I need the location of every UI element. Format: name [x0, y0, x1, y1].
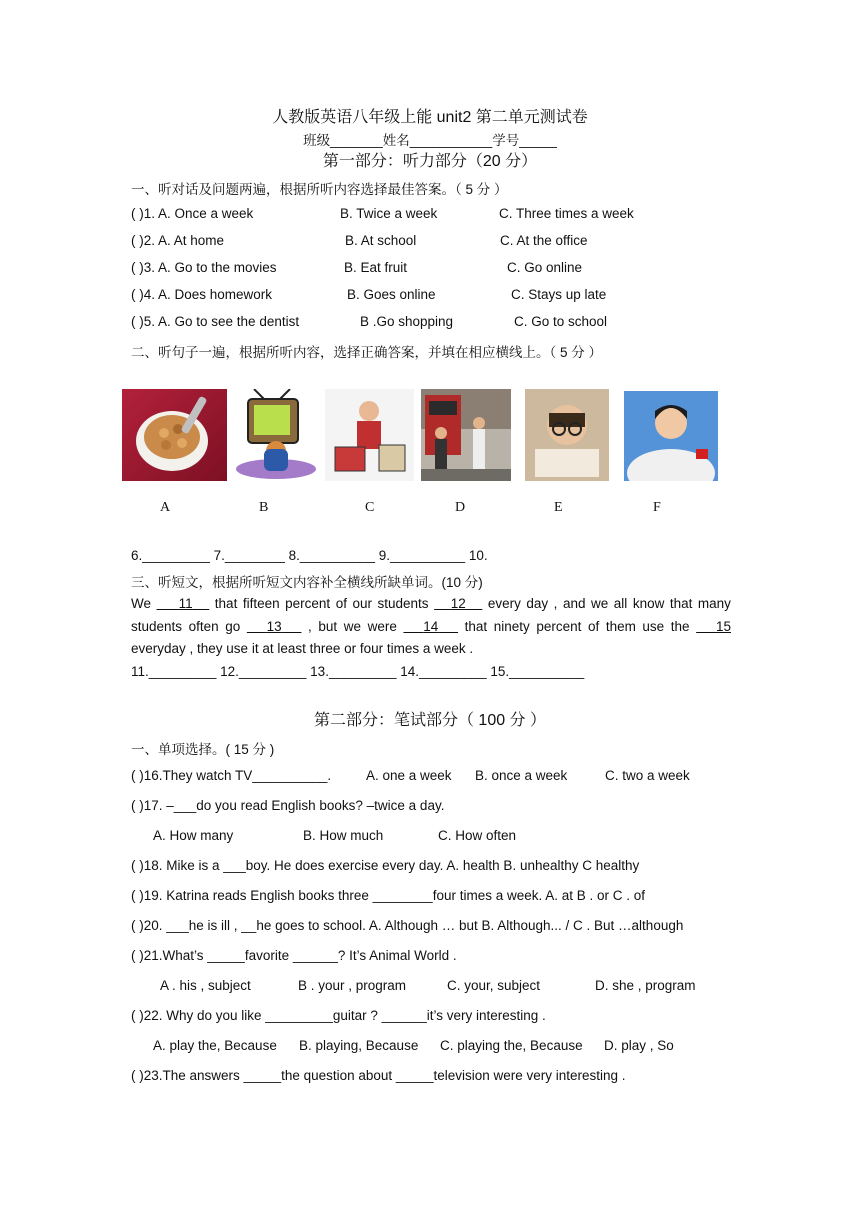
blank-12: 12: [450, 596, 466, 611]
q17-option-a: A. How many: [153, 828, 234, 843]
q1-stem: ( )1. A. Once a week: [131, 206, 254, 221]
q4-option-c: C. Stays up late: [511, 287, 607, 302]
q2-stem: ( )2. A. At home: [131, 233, 225, 248]
q17-option-c: C. How often: [438, 828, 517, 843]
q16-stem: ( )16.They watch TV__________.: [131, 768, 332, 783]
passage-text: We: [131, 596, 152, 611]
q17-option-b: B. How much: [303, 828, 384, 843]
picture-label-a: A: [160, 500, 171, 515]
q23-stem: ( )23.The answers _____the question about _____television were very interesting .: [131, 1068, 626, 1083]
q21-option-d: D. she , program: [595, 978, 696, 993]
picture-c-boy-boxes: [325, 389, 414, 481]
q22-option-a: A. play the, Because: [153, 1038, 277, 1053]
q19-stem: ( )19. Katrina reads English books three ________four times a week. A. at B . or C . of: [131, 888, 646, 903]
blank-13: 13: [266, 619, 282, 634]
blank-11: 11: [178, 596, 193, 611]
q5-stem: ( )5. A. Go to see the dentist: [131, 314, 300, 329]
part1-title: 第一部分：听力部分（20 分）: [322, 153, 538, 170]
q21-option-b: B . your , program: [298, 978, 407, 993]
picture-f-astronaut: [624, 391, 718, 481]
blank-14: 14: [423, 619, 439, 634]
q4-option-b: B. Goes online: [347, 287, 436, 302]
picture-d-street: [421, 389, 511, 481]
q17-stem: ( )17. –___do you read English books? –twice a day.: [131, 798, 445, 813]
q1-option-c: C. Three times a week: [499, 206, 634, 221]
q21-option-a: A . his , subject: [160, 978, 251, 993]
q5-option-c: C. Go to school: [514, 314, 608, 329]
q21-stem: ( )21.What’s _____favorite ______? It’s Animal World .: [131, 948, 457, 963]
q2-option-c: C. At the office: [500, 233, 588, 248]
q18-stem: ( )18. Mike is a ___boy. He does exercise every day. A. health B. unhealthy C healthy: [131, 858, 640, 873]
picture-label-e: E: [554, 500, 563, 515]
section2-instruction: 二、听句子一遍，根据所听内容，选择正确答案，并填在相应横线上。（ 5 分 ）: [131, 345, 603, 360]
q3-stem: ( )3. A. Go to the movies: [131, 260, 277, 275]
q20-stem: ( )20. ___he is ill , __he goes to school. A. Although … but B. Although... / C . But …although: [131, 918, 684, 933]
q16-option-a: A. one a week: [366, 768, 452, 783]
q3-option-c: C. Go online: [507, 260, 583, 275]
q22-option-b: B. playing, Because: [299, 1038, 419, 1053]
passage-text: every day , and we all know that many: [487, 596, 731, 611]
passage-line-2: [131, 619, 731, 634]
q21-option-c: C. your, subject: [447, 978, 541, 993]
picture-label-d: D: [455, 500, 466, 515]
picture-e-reading-boy: [525, 389, 609, 481]
section1-instruction: 一、听对话及问题两遍，根据所听内容选择最佳答案。（ 5 分 ）: [131, 182, 508, 197]
picture-b-tv: [234, 389, 318, 481]
q5-option-b: B .Go shopping: [360, 314, 454, 329]
student-info-line: 班级_______姓名___________学号_____: [303, 133, 557, 148]
q22-stem: ( )22. Why do you like _________guitar ? ______it’s very interesting .: [131, 1008, 546, 1023]
q22-option-d: D. play , So: [604, 1038, 674, 1053]
picture-label-f: F: [653, 500, 661, 515]
q22-option-c: C. playing the, Because: [440, 1038, 583, 1053]
written-section1-instruction: 一、单项选择。( 15 分 ): [131, 742, 275, 757]
passage-line-1: [131, 596, 731, 611]
part2-title: 第二部分：笔试部分（ 100 分 ）: [313, 712, 547, 729]
page-title: 人教版英语八年级上能 unit2 第二单元测试卷: [272, 109, 588, 126]
section3-instruction: 三、听短文，根据所听短文内容补全横线所缺单词。(10 分): [131, 575, 483, 590]
blank-15: 15: [715, 619, 731, 634]
passage-text: that fifteen percent of our students: [214, 596, 429, 611]
q2-option-b: B. At school: [345, 233, 417, 248]
q16-option-c: C. two a week: [605, 768, 690, 783]
passage-text: , but we were: [308, 619, 397, 634]
passage-text: students often go: [131, 619, 241, 634]
passage-text: that ninety percent of them use the: [464, 619, 690, 634]
picture-label-b: B: [259, 500, 269, 515]
blanks-11-15: 11._________ 12._________ 13._________ 14._________ 15.__________: [131, 664, 585, 679]
blanks-6-10: 6._________ 7.________ 8.__________ 9.__________ 10.: [131, 548, 488, 563]
q4-stem: ( )4. A. Does homework: [131, 287, 273, 302]
picture-label-c: C: [365, 500, 375, 515]
passage-line-3: everyday , they use it at least three or four times a week .: [131, 641, 474, 656]
q16-option-b: B. once a week: [475, 768, 568, 783]
q1-option-b: B. Twice a week: [340, 206, 438, 221]
picture-a-cereal: [122, 389, 227, 481]
q3-option-b: B. Eat fruit: [344, 260, 408, 275]
